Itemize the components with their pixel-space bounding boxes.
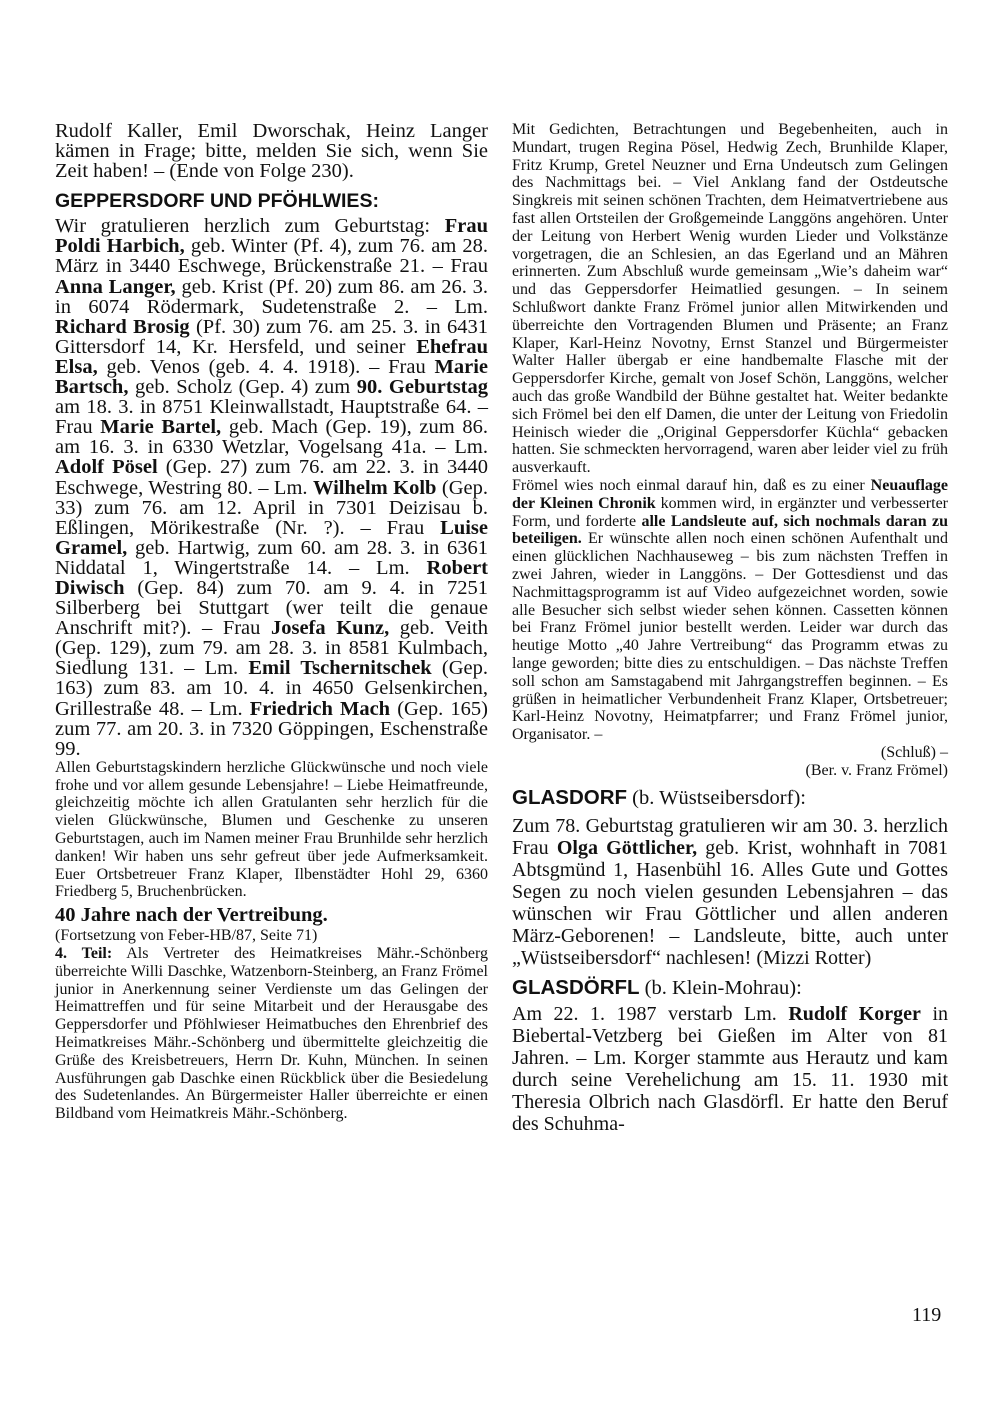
continuation-note: (Fortsetzung von Feber-HB/87, Seite 71) — [55, 927, 318, 945]
left-column — [55, 121, 488, 1123]
byline: (Ber. v. Franz Frömel) — [805, 761, 948, 779]
glasdoerfl-paragraph: Am 22. 1. 1987 verstarb Lm. Rudolf Korger in Biebertal-Vetzberg bei Gießen im Alter von 81 Jahren. – Lm. Korger stammte aus Herautz und kam durch seine Verehelichung am 15. 11. 1930 mit Theresia Olbrich nach Glasdörfl. Er hatte den Beruf des Schuhma- — [512, 1003, 949, 1136]
glasdorf-paragraph: Zum 78. Geburtstag gratulieren wir am 30. 3. herzlich Frau Olga Göttlicher, geb. Krist, wohnhaft in 7081 Abtsgmünd 1, Hasenbühl 16. Alles Gute und Gottes Segen zu noch vielen gesunden Lebensjahren – das wünschen wir Frau Göttlicher und allen anderen März-Geborenen! – Landsleute, bitte, auch unter „Wüstseibersdorf“ nachlesen! (Mizzi Rotter) — [512, 815, 948, 970]
section-heading-glasdoerfl: GLASDÖRFL (b. Klein-Mohrau): — [512, 976, 802, 1000]
right-column — [512, 121, 948, 1135]
schluss-note: (Schluß) – — [880, 743, 948, 761]
section-heading-glasdorf: GLASDORF (b. Wüstseibersdorf): — [512, 786, 806, 810]
page-number: 119 — [912, 1304, 942, 1326]
birthday-paragraph: Wir gratulieren herzlich zum Geburtstag: Frau Poldi Harbich, geb. Winter (Pf. 4), zum 76. am 28. März in 3440 Eschwege, Brückenstraße 21. – Frau Anna Langer, geb. Krist (Pf. 20) zum 86. am 26. 3. in 6074 Rödermark, Sudetenstraße 2. – Lm. Richard Brosig (Pf. 30) zum 76. am 25. 3. in 6431 Gittersdorf 14, Kr. Hersfeld, und seiner Ehefrau Elsa, geb. Venos (geb. 4. 4. 1918). – Frau Marie Bartsch, geb. Scholz (Gep. 4) zum 90. Geburtstag am 18. 3. in 8751 Kleinwallstadt, Hauptstraße 64. – Frau Marie Bartel, geb. Mach (Gep. 19), zum 86. am 16. 3. in 6330 Wetzlar, Vogelsang 41a. – Lm. Adolf Pösel (Gep. 27) zum 76. am 22. 3. in 3440 Eschwege, Westring 80. – Lm. Wilhelm Kolb (Gep. 33) zum 76. am 12. April in 7301 Deizisau b. Eßlingen, Mörikestraße (Nr. ?). – Frau Luise Gramel, geb. Hartwig, zum 60. am 28. 3. in 6361 Niddatal 1, Wingertstraße 14. – Lm. Robert Diwisch (Gep. 84) zum 70. am 9. 4. in 7251 Silberberg bei Stuttgart (wer teilt die genaue Anschrift mit?). – Frau Josefa Kunz, geb. Veith (Gep. 129), zum 79. am 28. 3. in 8581 Kulmbach, Siedlung 131. – Lm. Emil Tschernitschek (Gep. 163) zum 83. am 10. 4. in 4650 Gelsenkirchen, Grillestraße 48. – Lm. Friedrich Mach (Gep. 165) zum 77. am 20. 3. in 7320 Göppingen, Eschenstraße 99. — [55, 215, 489, 760]
section-heading-geppersdorf: GEPPERSDORF UND PFÖHLWIES: — [55, 190, 379, 213]
report-paragraph-a: Mit Gedichten, Betrachtungen und Begebenheiten, auch in Mundart, trugen Regina Pösel, Hedwig Zech, Brunhilde Klaper, Fritz Krump, Gretel Neuzner und Erna Undeutsch zum Gelingen des Nachmittags bei. – Viel Anklang fand der Ostdeutsche Singkreis mit seinen schönen Trachten, dem Heimatvertriebene aus fast allen Ortsteilen der Großgemeinde Langgöns angehören. Unter der Leitung von Herbert Wenig wurden Lieder und Volkstänze vorgetragen, die an Schlesien, an das Egerland und an Mähren erinnerten. Zum Abschluß wurde gemeinsam „Wie’s daheim war“ und das Geppersdorfer Heimatlied gesungen. – In seinem Schlußwort dankte Franz Frömel junior allen Mitwirkenden und überreichte den Vortragenden Blumen und Präsente; an Franz Klaper, Karl-Heinz Novotny, Ernst Stanzel und Bürgermeister Walter Haller übergab er eine handbemalte Flasche mit der Geppersdorfer Kirche, gemalt von Josef Schön, Langgöns, welcher auch das große Wandbild der Bühne gestaltet hat. Weiter bedankte sich Frömel bei den elf Damen, die unter der Leitung von Friedolin Heinisch wieder die „Original Geppersdorfer Küchla“ gebacken hatten. Sie schmeckten hervorragend, waren aber leider viel zu früh ausverkauft. — [512, 121, 948, 477]
report-paragraph-b: Frömel wies noch einmal darauf hin, daß es zu einer Neuauflage der Kleinen Chronik kommen wird, in ergänzter und verbesserter Form, und forderte alle Landsleute auf, sich nochmals daran zu beteiligen. Er wünschte allen noch einen schönen Aufenthalt und einen glücklichen Nachhauseweg – bis zum nächsten Treffen in zwei Jahren, wieder in Langgöns. – Der Gottesdienst und das Nachmittagsprogramm ist auf Video aufgezeichnet worden, sowie alle Besucher sich selbst wieder sehen können. Cassetten können bei Franz Frömel junior bestellt werden. Leider war durch das heutige Motto „40 Jahre Vertreibung“ das Programm etwas zu lange geworden; bitte dies zu entschuldigen. – Das nächste Treffen soll schon am Samstagabend mit Jahrgangstreffen beginnen. – Es grüßen in heimatlicher Verbundenheit Franz Klaper, Ortsbetreuer; Karl-Heinz Novotny, Heimatpfarrer; und Franz Frömel junior, Organisator. – — [512, 476, 948, 744]
part-four-paragraph: 4. Teil: Als Vertreter des Heimatkreises Mähr.-Schönberg überreichte Willi Daschke, Watzenborn-Steinberg, an Franz Frömel junior in Anerkennung seiner Verdienste um das Gelingen der Heimattreffen und für seine Mitarbeit und der Herausgabe des Geppersdorfer und Pföhlwieser Heimatbuches den Ehrenbrief des Heimatkreises Mähr.-Schönberg und übermittelte gleichzeitig die Grüße des Kreisbetreuers, Herrn Dr. Kuhn, München. In seinen Ausführungen gab Daschke einen Rückblick über die Besiedelung des Sudetenlandes. An Bürgermeister Haller überreichte er einen Bildband vom Heimatkreis Mähr.-Schönberg. — [55, 944, 489, 1123]
section-heading-vertreibung: 40 Jahre nach der Vertreibung. — [55, 904, 328, 927]
thanks-paragraph: Allen Geburtstagskindern herzliche Glückwünsche und noch viele frohe und vor allem gesunde Lebensjahre! – Liebe Heimatfreunde, gleichzeitig möchte ich allen Gratulanten sehr herzlich für die vielen Glückwünsche, Blumen und Geschenke zu unseren Geburtstagen, auch im Namen meiner Frau Brunhilde sehr herzlich danken! Wir haben uns sehr gefreut über jede Aufmerksamkeit. Euer Ortsbetreuer Franz Klaper, Ilbenstädter Hohl 29, 6360 Friedberg 5, Bruchenbrücken. — [55, 758, 488, 901]
intro-paragraph: Rudolf Kaller, Emil Dworschak, Heinz Langer kämen in Frage; bitte, melden Sie sich, wenn Sie Zeit haben! – (Ende von Folge 230). — [55, 120, 488, 183]
